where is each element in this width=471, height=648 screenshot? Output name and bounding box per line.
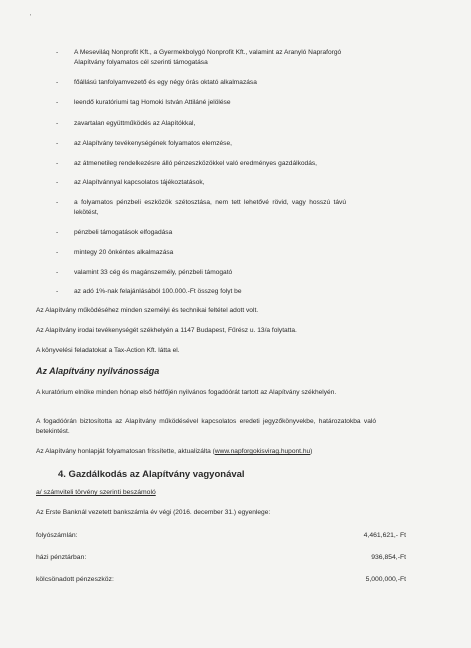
row-label: kölcsönadott pénzeszköz:: [36, 576, 114, 583]
scan-mark: ': [30, 14, 32, 21]
row-value: 5,000,000,-Ft: [365, 576, 406, 583]
paragraph-accounting: A könyvelési feladatokat a Tax-Action Kft. látta el.: [36, 347, 180, 354]
paragraph-website: Az Alapítvány honlapját folyamatosan frissítette, aktualizálta (www.napforgokisvirag.hupont.hu): [36, 448, 313, 455]
section-heading-finances: 4. Gazdálkodás az Alapítvány vagyonával: [58, 469, 245, 480]
row-label: folyószámlán:: [36, 532, 78, 539]
row-value: 936,854,-Ft: [371, 554, 406, 561]
section-heading-publicity: Az Alapítvány nyilvánossága: [36, 366, 160, 376]
paragraph-office: Az Alapítvány irodai tevékenységét székhelyén a 1147 Budapest, Fűrész u. 13/a folytatta.: [36, 327, 297, 334]
paragraph-bank-balance: Az Erste Banknál vezetett bankszámla év végi (2016. december 31.) egyenlege:: [36, 509, 271, 516]
document-page: ' - A Meseviláq Nonprofit Kft., a Gyermekbolygó Nonprofit Kft., valamint az Aranyló Napraforgó Alapítvány folyamatos cél szerinti támogatása - főállású tanfolyamvezető és egy négy órás oktató alkalmazása - leendő kuratóriumi tag Homoki István Attiláné jelölése - zavartalan együttműködés az Alapítókkal, - az Alapítvány tevékenységének folyamatos elemzése, - az átmenetileg rendelkezésre álló pénzeszközökkel való eredményes gazdálkodás, - az Alapítvánnyal kapcsolatos tájékoztatások, - a folyamatos pénzbeli eszközök szétosztása, nem tett lehetővé rövid, vagy hosszú távú lekötést, - pénzbeli támogatások elfogadása - mintegy 20 önkéntes alkalmazása - valamint 33 cég és magánszemély, pénzbeli támogató - az adó 1%-nak felajánlásából 100.000.-Ft összeg folyt be Az Alapítvány működéséhez minden személyi és technikai feltétel adott volt. Az Alapítvány irodai tevékenységét székhelyén a 1147 Budapest, Fűrész u. 13/a folytatta. A könyvelési feladatokat a Tax-Action Kft. látta el. Az Alapítvány nyilvánossága A kuratórium elnöke minden hónap első hétfőjén nyilvános fogadóórát tartott az Alapítvány székhelyén. A fogadóórán biztosította az Alapítvány működésével kapcsolatos eredeti jegyzőkönyvekbe, határozatokba való betekintést. Az Alapítvány honlapját folyamatosan frissítette, aktualizálta (www.napforgokisvirag.hupont.hu) 4. Gazdálkodás az Alapítvány vagyonával a/ számviteli törvény szerinti beszámoló Az Erste Banknál vezetett bankszámla év végi (2016. december 31.) egyenlege: folyószámlán: 4,461,621,- Ft házi pénztárban: 936,854,-Ft kölcsönadott pénzeszköz: 5,000,000,-Ft: [30, 14, 406, 583]
paragraph-office-hours: A kuratórium elnöke minden hónap első hétfőjén nyilvános fogadóórát tartott az Alapítvány székhelyén.: [36, 389, 337, 396]
paragraph-conditions: Az Alapítvány működéséhez minden személyi és technikai feltétel adott volt.: [36, 307, 259, 314]
subheading-report: a/ számviteli törvény szerinti beszámoló: [36, 489, 156, 496]
row-value: 4,461,621,- Ft: [363, 532, 406, 539]
row-label: házi pénztárban:: [36, 554, 87, 561]
website-link[interactable]: www.napforgokisvirag.hupont.hu: [214, 448, 311, 455]
paragraph-records: A fogadóórán biztosította az Alapítvány működésével kapcsolatos eredeti jegyzőkönyvekbe, határozatokba való betekintést.: [36, 418, 376, 435]
